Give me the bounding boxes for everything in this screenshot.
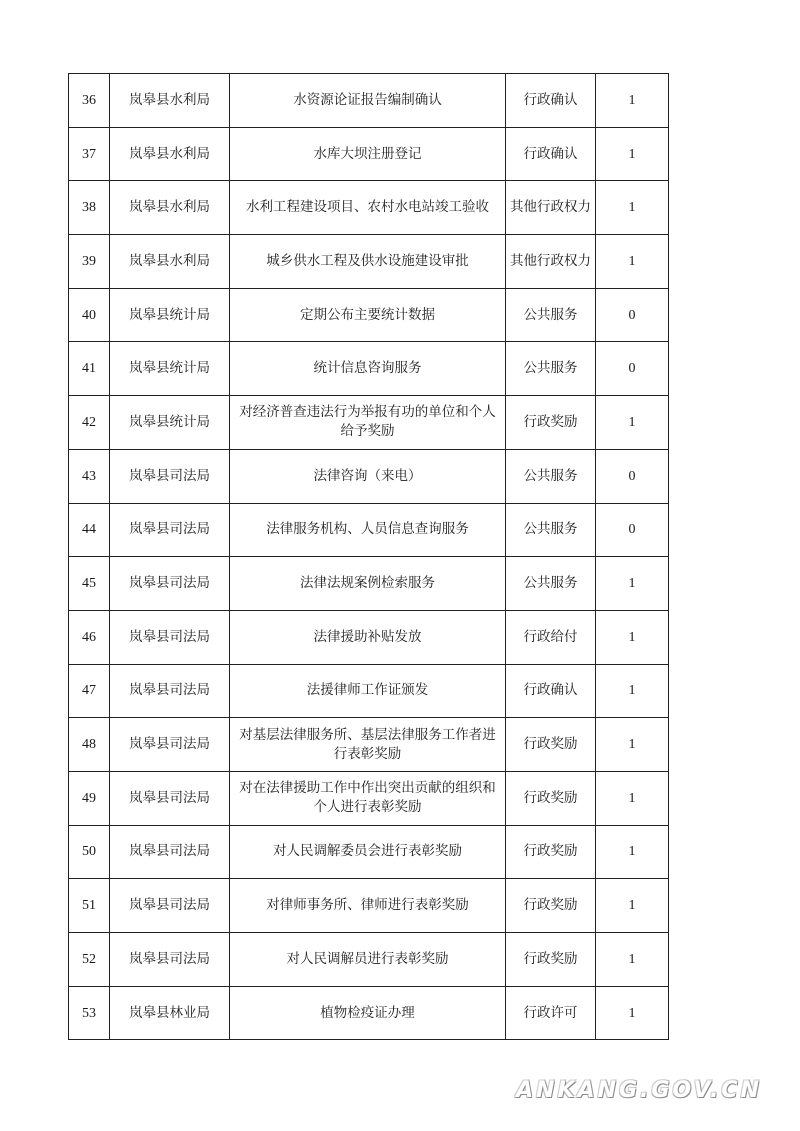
count-cell: 1 bbox=[596, 718, 669, 772]
department-cell: 岚皋县司法局 bbox=[110, 664, 230, 718]
count-cell: 1 bbox=[596, 825, 669, 879]
item-name-cell: 定期公布主要统计数据 bbox=[230, 288, 506, 342]
item-name-cell: 对人民调解委员会进行表彰奖励 bbox=[230, 825, 506, 879]
site-watermark: ANKANG.GOV.CN bbox=[516, 1078, 762, 1103]
category-cell: 行政奖励 bbox=[506, 879, 596, 933]
table-row bbox=[69, 503, 669, 557]
category-cell: 公共服务 bbox=[506, 557, 596, 611]
table-row bbox=[69, 235, 669, 289]
table-row bbox=[69, 449, 669, 503]
count-cell: 1 bbox=[596, 664, 669, 718]
row-number-cell: 43 bbox=[69, 449, 110, 503]
department-cell: 岚皋县统计局 bbox=[110, 342, 230, 396]
table-row bbox=[69, 342, 669, 396]
department-cell: 岚皋县司法局 bbox=[110, 557, 230, 611]
category-cell: 公共服务 bbox=[506, 503, 596, 557]
item-name-cell: 法律服务机构、人员信息查询服务 bbox=[230, 503, 506, 557]
category-cell: 其他行政权力 bbox=[506, 235, 596, 289]
row-number-cell: 52 bbox=[69, 933, 110, 987]
item-name-cell: 水库大坝注册登记 bbox=[230, 127, 506, 181]
count-cell: 1 bbox=[596, 396, 669, 450]
count-cell: 1 bbox=[596, 986, 669, 1040]
table-row bbox=[69, 181, 669, 235]
category-cell: 行政奖励 bbox=[506, 718, 596, 772]
item-name-cell: 植物检疫证办理 bbox=[230, 986, 506, 1040]
count-cell: 1 bbox=[596, 771, 669, 825]
department-cell: 岚皋县司法局 bbox=[110, 503, 230, 557]
table-row bbox=[69, 986, 669, 1040]
item-name-cell: 对在法律援助工作中作出突出贡献的组织和个人进行表彰奖励 bbox=[230, 771, 506, 825]
table-row bbox=[69, 396, 669, 450]
category-cell: 行政确认 bbox=[506, 664, 596, 718]
department-cell: 岚皋县水利局 bbox=[110, 127, 230, 181]
category-cell: 行政给付 bbox=[506, 610, 596, 664]
row-number-cell: 46 bbox=[69, 610, 110, 664]
count-cell: 1 bbox=[596, 879, 669, 933]
table-row bbox=[69, 288, 669, 342]
row-number-cell: 41 bbox=[69, 342, 110, 396]
item-name-cell: 水利工程建设项目、农村水电站竣工验收 bbox=[230, 181, 506, 235]
count-cell: 1 bbox=[596, 181, 669, 235]
item-name-cell: 城乡供水工程及供水设施建设审批 bbox=[230, 235, 506, 289]
table-row bbox=[69, 771, 669, 825]
row-number-cell: 37 bbox=[69, 127, 110, 181]
department-cell: 岚皋县水利局 bbox=[110, 74, 230, 128]
count-cell: 1 bbox=[596, 127, 669, 181]
table-row bbox=[69, 664, 669, 718]
item-name-cell: 对人民调解员进行表彰奖励 bbox=[230, 933, 506, 987]
row-number-cell: 40 bbox=[69, 288, 110, 342]
department-cell: 岚皋县司法局 bbox=[110, 825, 230, 879]
category-cell: 行政许可 bbox=[506, 986, 596, 1040]
item-name-cell: 法律援助补贴发放 bbox=[230, 610, 506, 664]
count-cell: 1 bbox=[596, 74, 669, 128]
department-cell: 岚皋县司法局 bbox=[110, 718, 230, 772]
row-number-cell: 38 bbox=[69, 181, 110, 235]
department-cell: 岚皋县司法局 bbox=[110, 610, 230, 664]
power-list-table-container bbox=[68, 73, 668, 1040]
count-cell: 1 bbox=[596, 557, 669, 611]
category-cell: 行政奖励 bbox=[506, 396, 596, 450]
item-name-cell: 法律法规案例检索服务 bbox=[230, 557, 506, 611]
department-cell: 岚皋县司法局 bbox=[110, 879, 230, 933]
row-number-cell: 51 bbox=[69, 879, 110, 933]
item-name-cell: 统计信息咨询服务 bbox=[230, 342, 506, 396]
row-number-cell: 44 bbox=[69, 503, 110, 557]
row-number-cell: 50 bbox=[69, 825, 110, 879]
category-cell: 行政奖励 bbox=[506, 771, 596, 825]
department-cell: 岚皋县统计局 bbox=[110, 396, 230, 450]
table-row bbox=[69, 825, 669, 879]
item-name-cell: 法援律师工作证颁发 bbox=[230, 664, 506, 718]
row-number-cell: 42 bbox=[69, 396, 110, 450]
department-cell: 岚皋县司法局 bbox=[110, 933, 230, 987]
item-name-cell: 对经济普查违法行为举报有功的单位和个人给予奖励 bbox=[230, 396, 506, 450]
table-row bbox=[69, 933, 669, 987]
department-cell: 岚皋县林业局 bbox=[110, 986, 230, 1040]
row-number-cell: 48 bbox=[69, 718, 110, 772]
count-cell: 1 bbox=[596, 235, 669, 289]
table-row bbox=[69, 74, 669, 128]
power-list-table bbox=[68, 73, 669, 1040]
row-number-cell: 53 bbox=[69, 986, 110, 1040]
item-name-cell: 水资源论证报告编制确认 bbox=[230, 74, 506, 128]
department-cell: 岚皋县水利局 bbox=[110, 181, 230, 235]
category-cell: 行政确认 bbox=[506, 127, 596, 181]
row-number-cell: 49 bbox=[69, 771, 110, 825]
row-number-cell: 45 bbox=[69, 557, 110, 611]
department-cell: 岚皋县司法局 bbox=[110, 771, 230, 825]
count-cell: 0 bbox=[596, 288, 669, 342]
category-cell: 行政奖励 bbox=[506, 825, 596, 879]
category-cell: 公共服务 bbox=[506, 449, 596, 503]
count-cell: 0 bbox=[596, 342, 669, 396]
row-number-cell: 47 bbox=[69, 664, 110, 718]
table-row bbox=[69, 718, 669, 772]
category-cell: 行政确认 bbox=[506, 74, 596, 128]
category-cell: 其他行政权力 bbox=[506, 181, 596, 235]
category-cell: 公共服务 bbox=[506, 342, 596, 396]
count-cell: 1 bbox=[596, 610, 669, 664]
count-cell: 0 bbox=[596, 503, 669, 557]
category-cell: 公共服务 bbox=[506, 288, 596, 342]
count-cell: 1 bbox=[596, 933, 669, 987]
item-name-cell: 法律咨询（来电） bbox=[230, 449, 506, 503]
table-row bbox=[69, 557, 669, 611]
department-cell: 岚皋县水利局 bbox=[110, 235, 230, 289]
item-name-cell: 对基层法律服务所、基层法律服务工作者进行表彰奖励 bbox=[230, 718, 506, 772]
row-number-cell: 36 bbox=[69, 74, 110, 128]
table-row bbox=[69, 127, 669, 181]
department-cell: 岚皋县司法局 bbox=[110, 449, 230, 503]
department-cell: 岚皋县统计局 bbox=[110, 288, 230, 342]
category-cell: 行政奖励 bbox=[506, 933, 596, 987]
table-row bbox=[69, 610, 669, 664]
table-row bbox=[69, 879, 669, 933]
table-body bbox=[69, 74, 669, 1040]
item-name-cell: 对律师事务所、律师进行表彰奖励 bbox=[230, 879, 506, 933]
row-number-cell: 39 bbox=[69, 235, 110, 289]
count-cell: 0 bbox=[596, 449, 669, 503]
